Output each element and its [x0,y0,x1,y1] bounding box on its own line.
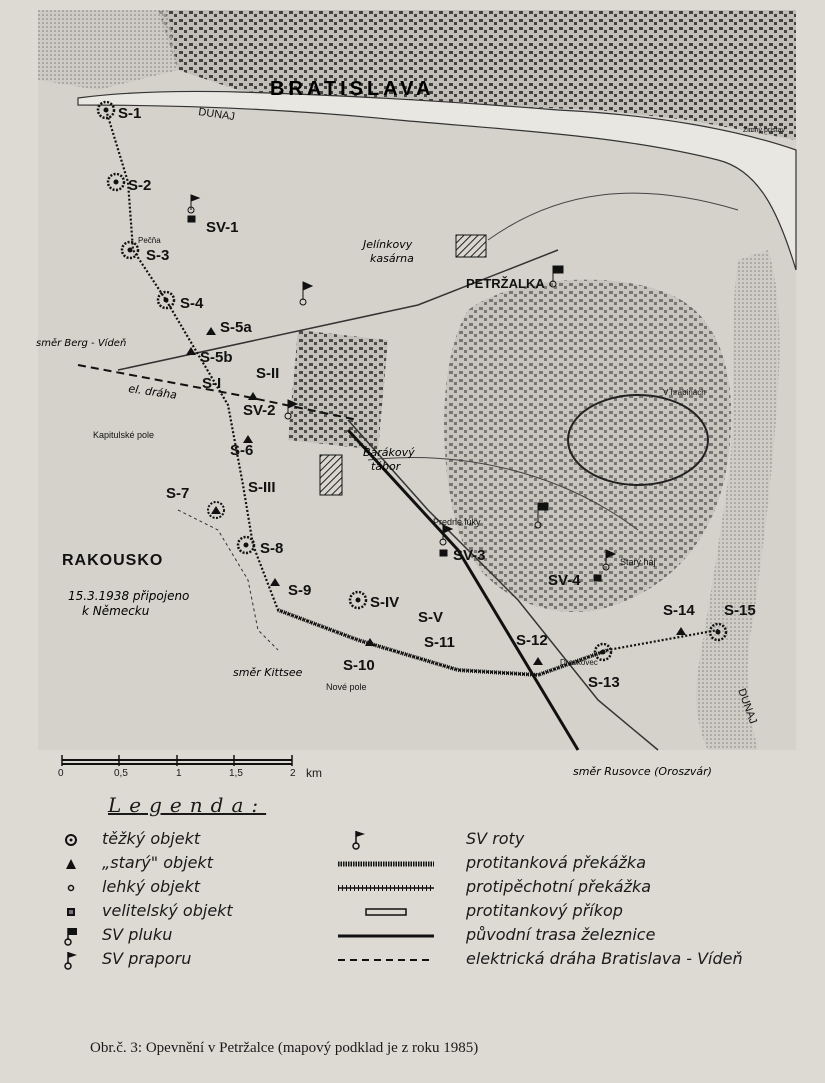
legend-antiinfantry-obstacle: protipěchotní překážka [336,876,436,898]
industrial-block [288,330,388,450]
legend-sv-battalion: SV praporu [56,948,86,970]
label-sv3: SV-3 [453,547,486,564]
annexation-line-2: k Německu [82,604,150,618]
legend-sv-regiment: SV pluku [56,924,86,946]
place-tabor: tábor [371,460,401,473]
direction-berg: směr Berg - Vídeň [36,338,127,349]
label-s1: S-1 [118,105,142,122]
scale-tick-15: 1,5 [229,768,243,779]
label-s2: S-2 [128,177,152,194]
label-s11: S-11 [424,634,455,651]
label-sI: S-I [202,375,222,392]
legend-heavy: těžký objekt [56,828,86,850]
label-s6: S-6 [230,442,254,459]
legend-antitank-obstacle: protitanková překážka [336,852,436,874]
legend [56,793,776,988]
place-stary-haj: Starý háj [620,557,656,567]
direction-kittsee: směr Kittsee [233,666,303,679]
railway-icon [336,925,436,947]
label-s14: S-14 [663,602,695,619]
electric-rail-icon [336,949,436,971]
antitank-obstacle-icon [336,853,436,875]
label-s5a: S-5a [220,319,252,336]
antitank-ditch-icon [336,901,436,923]
scale-unit: km [306,766,322,780]
place-kasarna: kasárna [370,252,414,265]
label-sII: S-II [256,365,280,382]
legend-light: lehký objekt [56,876,86,898]
place-zimny-pristav: Zimný prístav [743,127,786,134]
regiment-flag-icon [56,925,86,947]
label-s3: S-3 [146,247,170,264]
scale-tick-1: 1 [176,768,182,779]
label-s9: S-9 [288,582,312,599]
label-s4: S-4 [180,295,204,312]
jelinkovy-barracks-building [456,235,486,257]
label-sIV: S-IV [370,594,400,611]
district-label: PETRŽALKA [466,276,545,291]
label-s8: S-8 [260,540,284,557]
scale-tick-05: 0,5 [114,768,128,779]
label-s5b: S-5b [200,349,233,366]
figure-caption: Obr.č. 3: Opevnění v Petržalce (mapový podklad je z roku 1985) [90,1040,479,1056]
place-barakovy: Barákový [363,446,415,459]
label-s7: S-7 [166,485,190,502]
scale-bar [58,752,328,788]
place-predne-luky: Predné lúky [433,517,481,527]
direction-rusovce: směr Rusovce (Oroszvár) [573,765,712,778]
place-jelinkovy: Jelínkovy [363,238,413,251]
barrack-camp-building [320,455,342,495]
direction-rail: el. dráha [127,382,178,402]
scale-bar-graphic [58,752,328,788]
company-flag-icon [336,829,436,851]
legend-railway: původní trasa železnice [336,924,436,946]
legend-electric-rail: elektrická dráha Bratislava - Vídeň [336,948,436,970]
legend-command: velitelský objekt [56,900,86,922]
annexation-line-1: 15.3.1938 připojeno [68,589,190,603]
label-sv1: SV-1 [206,219,239,236]
legend-old: „starý" objekt [56,852,86,874]
country-label: RAKOUSKO [62,552,164,569]
label-s15: S-15 [724,602,756,619]
label-sV: S-V [418,609,444,626]
antiinfantry-obstacle-icon [336,877,436,899]
legend-sv-company: SV roty [336,828,436,850]
scale-tick-2: 2 [290,768,296,779]
label-sv4: SV-4 [548,572,581,589]
place-draskovec: Draskovec [560,658,598,667]
place-nove-pole: Nové pole [326,682,367,692]
place-pecna: Pečňa [138,236,161,245]
river-label-top: DUNAJ [197,106,236,124]
heavy-object-icon [56,829,86,851]
label-s10: S-10 [343,657,375,674]
label-sv2: SV-2 [243,402,276,419]
label-s12: S-12 [516,632,548,649]
label-s13: S-13 [588,674,620,691]
place-v-hrabinach: V hrabinách [663,388,706,397]
light-object-icon [56,877,86,899]
legend-title: Legenda: [108,793,267,817]
old-object-icon [56,853,86,875]
scale-tick-0: 0 [58,768,64,779]
command-object-icon [56,901,86,923]
label-sIII: S-III [248,479,276,496]
place-kapitulske: Kapitulské pole [93,430,155,440]
legend-antitank-ditch: protitankový příkop [336,900,436,922]
battalion-flag-icon [56,949,86,971]
city-label: BRATISLAVA [270,78,435,100]
river-label-right: DUNAJ [735,686,759,726]
